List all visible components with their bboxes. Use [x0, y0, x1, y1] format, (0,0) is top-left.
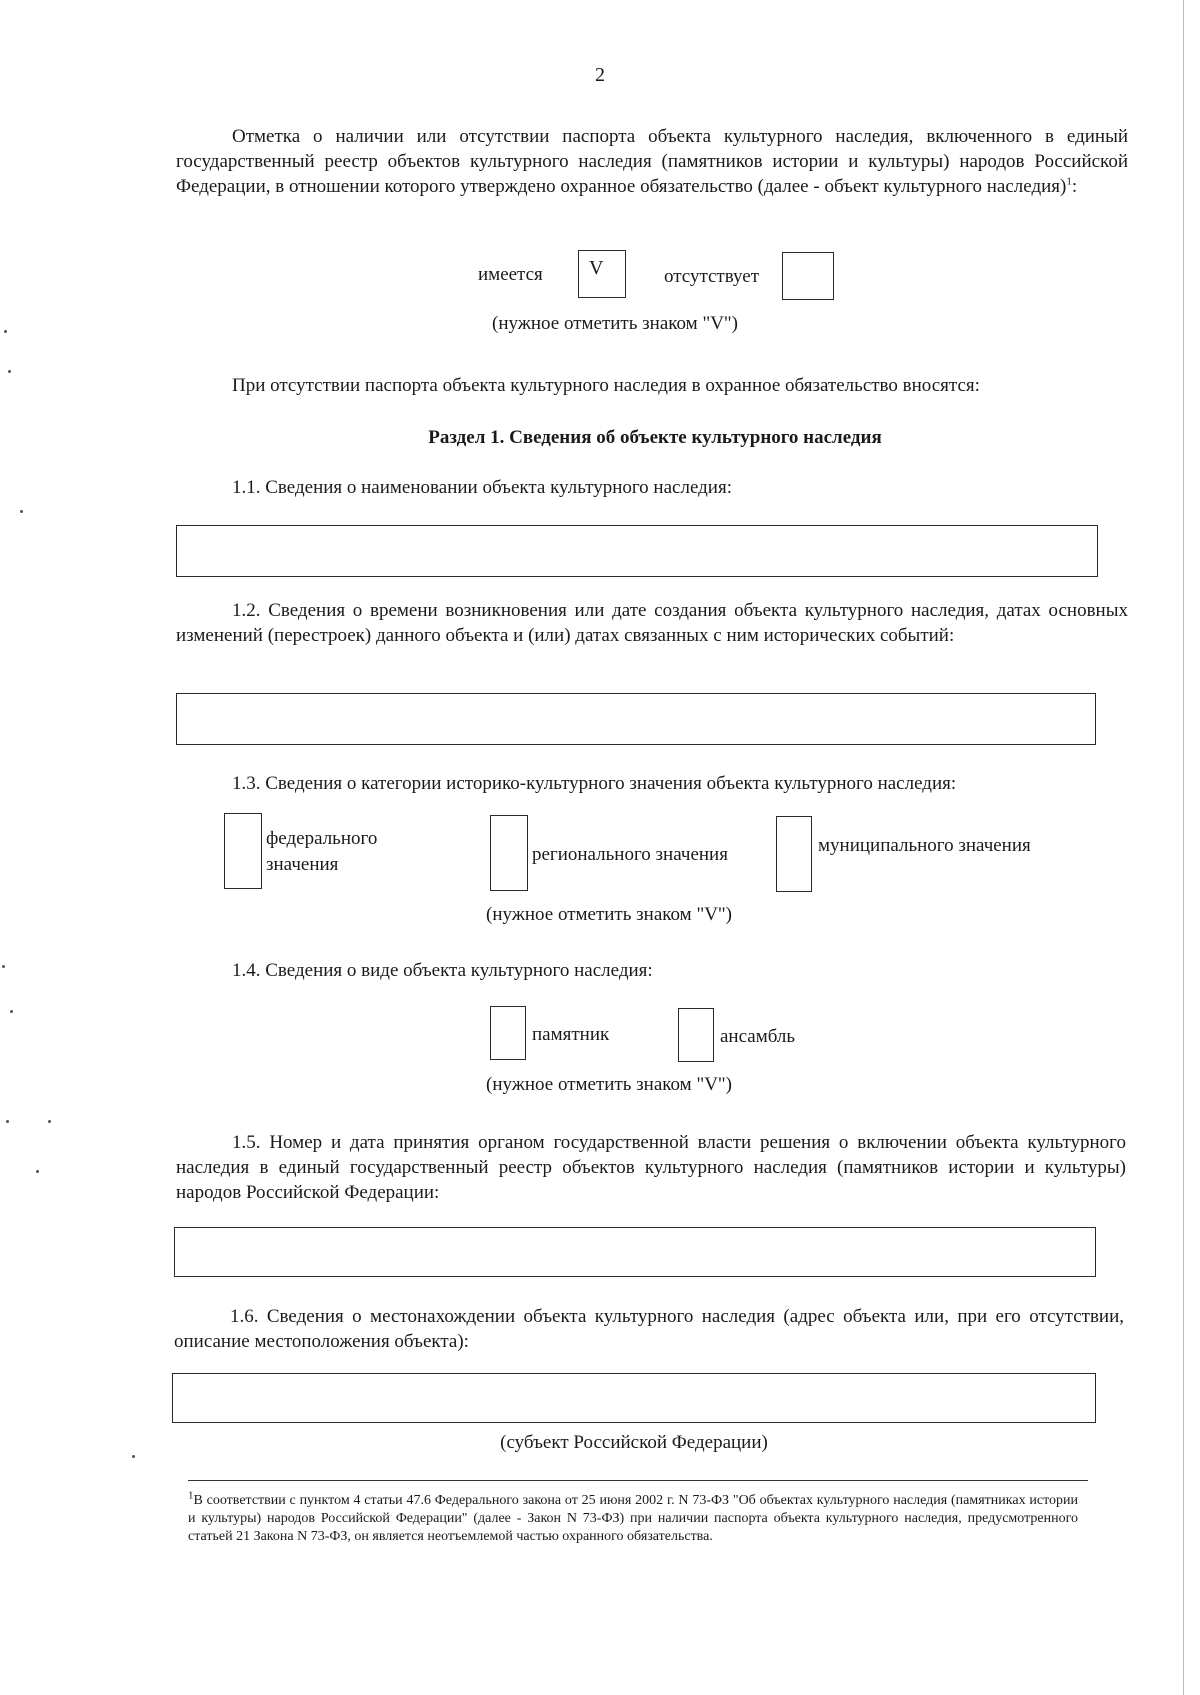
scan-speck — [4, 330, 7, 333]
s1-3-federal-label-line2: значения — [266, 854, 339, 875]
s1-3-municipal-checkbox[interactable] — [776, 816, 812, 892]
footnote-text: В соответствии с пунктом 4 статьи 47.6 Федерального закона от 25 июня 2002 г. N 73-ФЗ "Об объектах культурного наследия (памятниках истории и культуры) народов Российской Федерации" (далее - Закон N 73-ФЗ) при наличии паспорта объекта культурного наследия, предусмотренного статьей 21 Закона N 73-ФЗ, он является неотъемлемой частью охранного обязательства. — [188, 1493, 1078, 1544]
s1-1-object-name-field[interactable] — [176, 525, 1098, 577]
scan-speck — [8, 370, 11, 373]
s1-4-hint: (нужное отметить знаком "V") — [486, 1074, 732, 1095]
s1-2-dates-field[interactable] — [176, 693, 1096, 745]
passport-present-label: имеется — [478, 264, 543, 285]
passport-absent-label: отсутствует — [664, 266, 760, 287]
footnote — [188, 1489, 1078, 1546]
s1-3-municipal-label: муниципального значения — [818, 835, 1031, 856]
scan-edge — [1183, 0, 1184, 1695]
scan-speck — [20, 510, 23, 513]
s1-3-label: 1.3. Сведения о категории историко-культурного значения объекта культурного наследия: — [232, 773, 957, 794]
passport-absent-checkbox[interactable] — [782, 252, 834, 300]
s1-5-label: 1.5. Номер и дата принятия органом государственной власти решения о включении объекта культурного наследия в единый государственный реестр объектов культурного наследия (памятников истории и культуры) народов Российской Федерации: — [176, 1132, 1126, 1203]
s1-3-regional-checkbox[interactable] — [490, 815, 528, 891]
passport-hint: (нужное отметить знаком "V") — [492, 313, 738, 334]
s1-6-location-field[interactable] — [172, 1373, 1096, 1423]
s1-5-registry-decision-field[interactable] — [174, 1227, 1096, 1277]
footnote-mark: 1 — [188, 1489, 194, 1502]
s1-4-ensemble-checkbox[interactable] — [678, 1008, 714, 1062]
intro-text: Отметка о наличии или отсутствии паспорта объекта культурного наследия, включенного в единый государственный реестр объектов культурного наследия (памятников истории и культуры) народов Российской Федерации, в отношении которого утверждено охранное обязательство (далее - объект культурного наследия) — [176, 126, 1128, 197]
s1-2-label: 1.2. Сведения о времени возникновения или дате создания объекта культурного наследия, датах основных изменений (перестроек) данного объекта и (или) датах связанных с ним исторических событий: — [176, 600, 1128, 646]
intro-colon: : — [1071, 176, 1078, 197]
s1-4-ensemble-label: ансамбль — [720, 1026, 796, 1047]
s1-3-regional-label: регионального значения — [532, 844, 728, 865]
s1-4-monument-label: памятник — [532, 1024, 610, 1045]
absence-note: При отсутствии паспорта объекта культурного наследия в охранное обязательство вносятся: — [232, 375, 980, 396]
scan-speck — [6, 1120, 9, 1123]
passport-present-checkbox[interactable]: V — [578, 250, 626, 298]
s1-6-label: 1.6. Сведения о местонахождении объекта культурного наследия (адрес объекта или, при его отсутствии, описание местоположения объекта): — [174, 1306, 1124, 1352]
s1-3-hint: (нужное отметить знаком "V") — [486, 904, 732, 925]
scan-speck — [2, 965, 5, 968]
footnote-divider — [188, 1480, 1088, 1481]
s1-3-federal-label-line1: федерального — [266, 828, 378, 849]
s1-4-label: 1.4. Сведения о виде объекта культурного наследия: — [232, 960, 653, 981]
section-title: Раздел 1. Сведения об объекте культурного наследия — [428, 427, 882, 448]
footnote-ref: 1 — [1066, 175, 1072, 188]
s1-6-caption: (субъект Российской Федерации) — [500, 1432, 768, 1453]
scan-speck — [36, 1170, 39, 1173]
page-number: 2 — [595, 64, 605, 86]
scan-speck — [132, 1455, 135, 1458]
scan-speck — [48, 1120, 51, 1123]
s1-4-monument-checkbox[interactable] — [490, 1006, 526, 1060]
s1-3-federal-checkbox[interactable] — [224, 813, 262, 889]
s1-1-label: 1.1. Сведения о наименовании объекта культурного наследия: — [232, 477, 732, 498]
intro-paragraph — [176, 124, 1128, 199]
scan-speck — [10, 1010, 13, 1013]
